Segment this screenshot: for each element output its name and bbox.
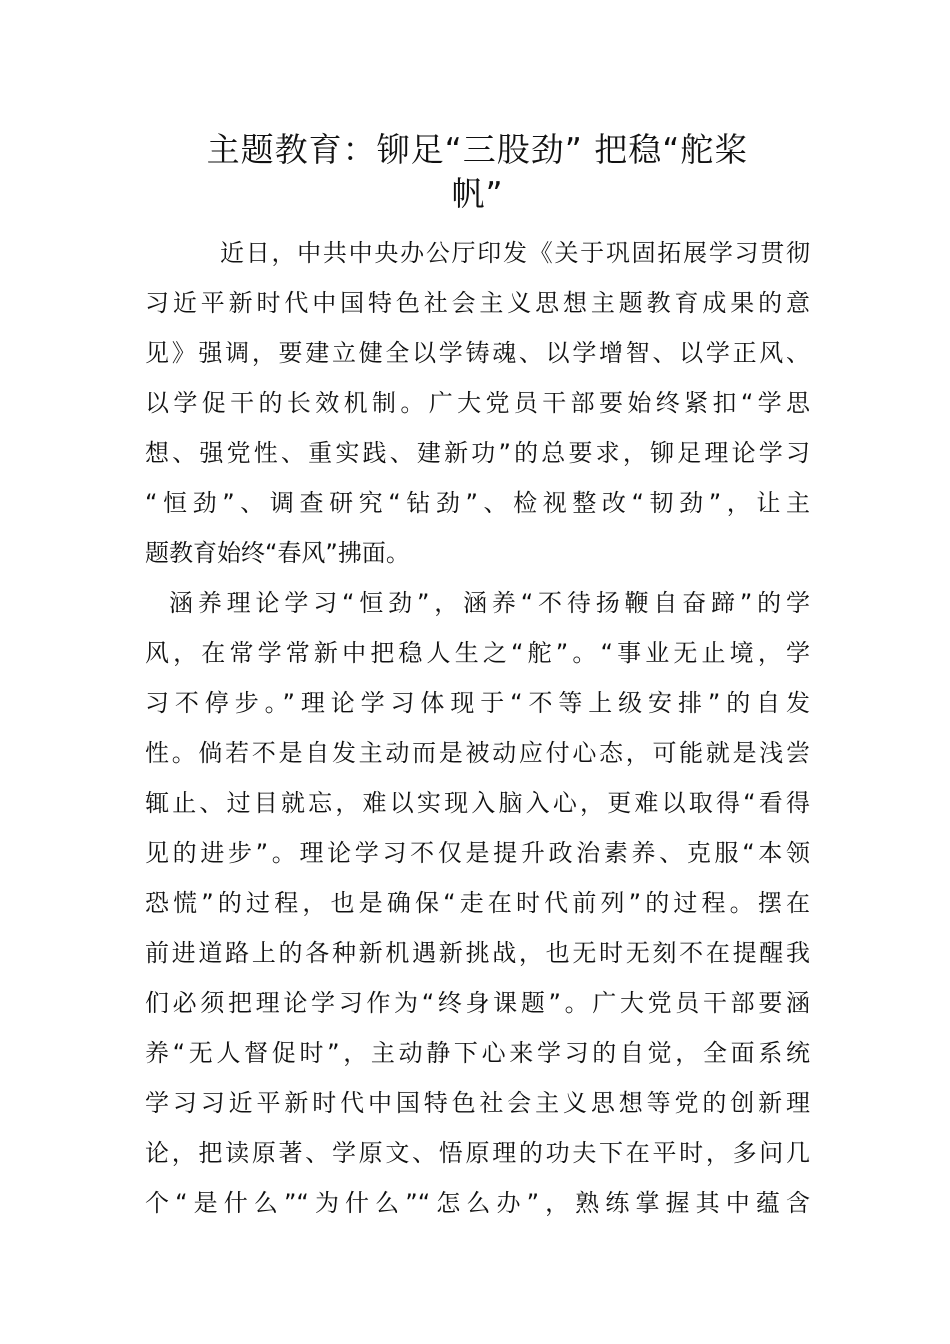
text-line: 性。倘若不是自发主动而是被动应付心态，可能就是浅尝 [145,739,810,767]
paragraph-1 [145,228,810,578]
text-line: 恐慌”的过程，也是确保“走在时代前列”的过程。摆在 [145,889,810,917]
paragraph-2 [145,578,810,1228]
text-line: 涵养理论学习“恒劲”，涵养“不待扬鞭自奋蹄”的学 [169,589,810,617]
text-line: 前进道路上的各种新机遇新挑战，也无时无刻不在提醒我 [145,939,810,967]
text-line: 习近平新时代中国特色社会主义思想主题教育成果的意 [145,289,810,317]
text-line: 们必须把理论学习作为“终身课题”。广大党员干部要涵 [145,989,810,1017]
text-line: 个“是什么”“为什么”“怎么办”，熟练掌握其中蕴含 [145,1189,810,1217]
text-line: 习不停步。”理论学习体现于“不等上级安排”的自发 [145,689,810,717]
text-line: 想、强党性、重实践、建新功”的总要求，铆足理论学习 [145,439,810,467]
title-line-1: 主题教育：铆足“三股劲” 把稳“舵桨 [206,130,749,169]
text-line: 学习习近平新时代中国特色社会主义思想等党的创新理 [145,1089,810,1117]
text-line: 题教育始终“春风”拂面。 [145,539,410,567]
text-line: 风，在常学常新中把稳人生之“舵”。“事业无止境，学 [145,639,810,667]
text-line: 见的进步”。理论学习不仅是提升政治素养、克服“本领 [145,839,810,867]
text-line: 以学促干的长效机制。广大党员干部要始终紧扣“学思 [145,389,810,417]
text-line: “恒劲”、调查研究“钻劲”、检视整改“韧劲”，让主 [145,489,810,517]
text-line: 近日，中共中央办公厅印发《关于巩固拓展学习贯彻 [220,239,810,267]
document-body [145,228,810,1228]
text-line: 养“无人督促时”，主动静下心来学习的自觉，全面系统 [145,1039,810,1067]
text-line: 见》强调，要建立健全以学铸魂、以学增智、以学正风、 [145,339,810,367]
document-title [145,128,810,216]
title-line-2: 帆” [451,174,504,213]
text-line: 论，把读原著、学原文、悟原理的功夫下在平时，多问几 [145,1139,810,1167]
text-line: 辄止、过目就忘，难以实现入脑入心，更难以取得“看得 [145,789,810,817]
